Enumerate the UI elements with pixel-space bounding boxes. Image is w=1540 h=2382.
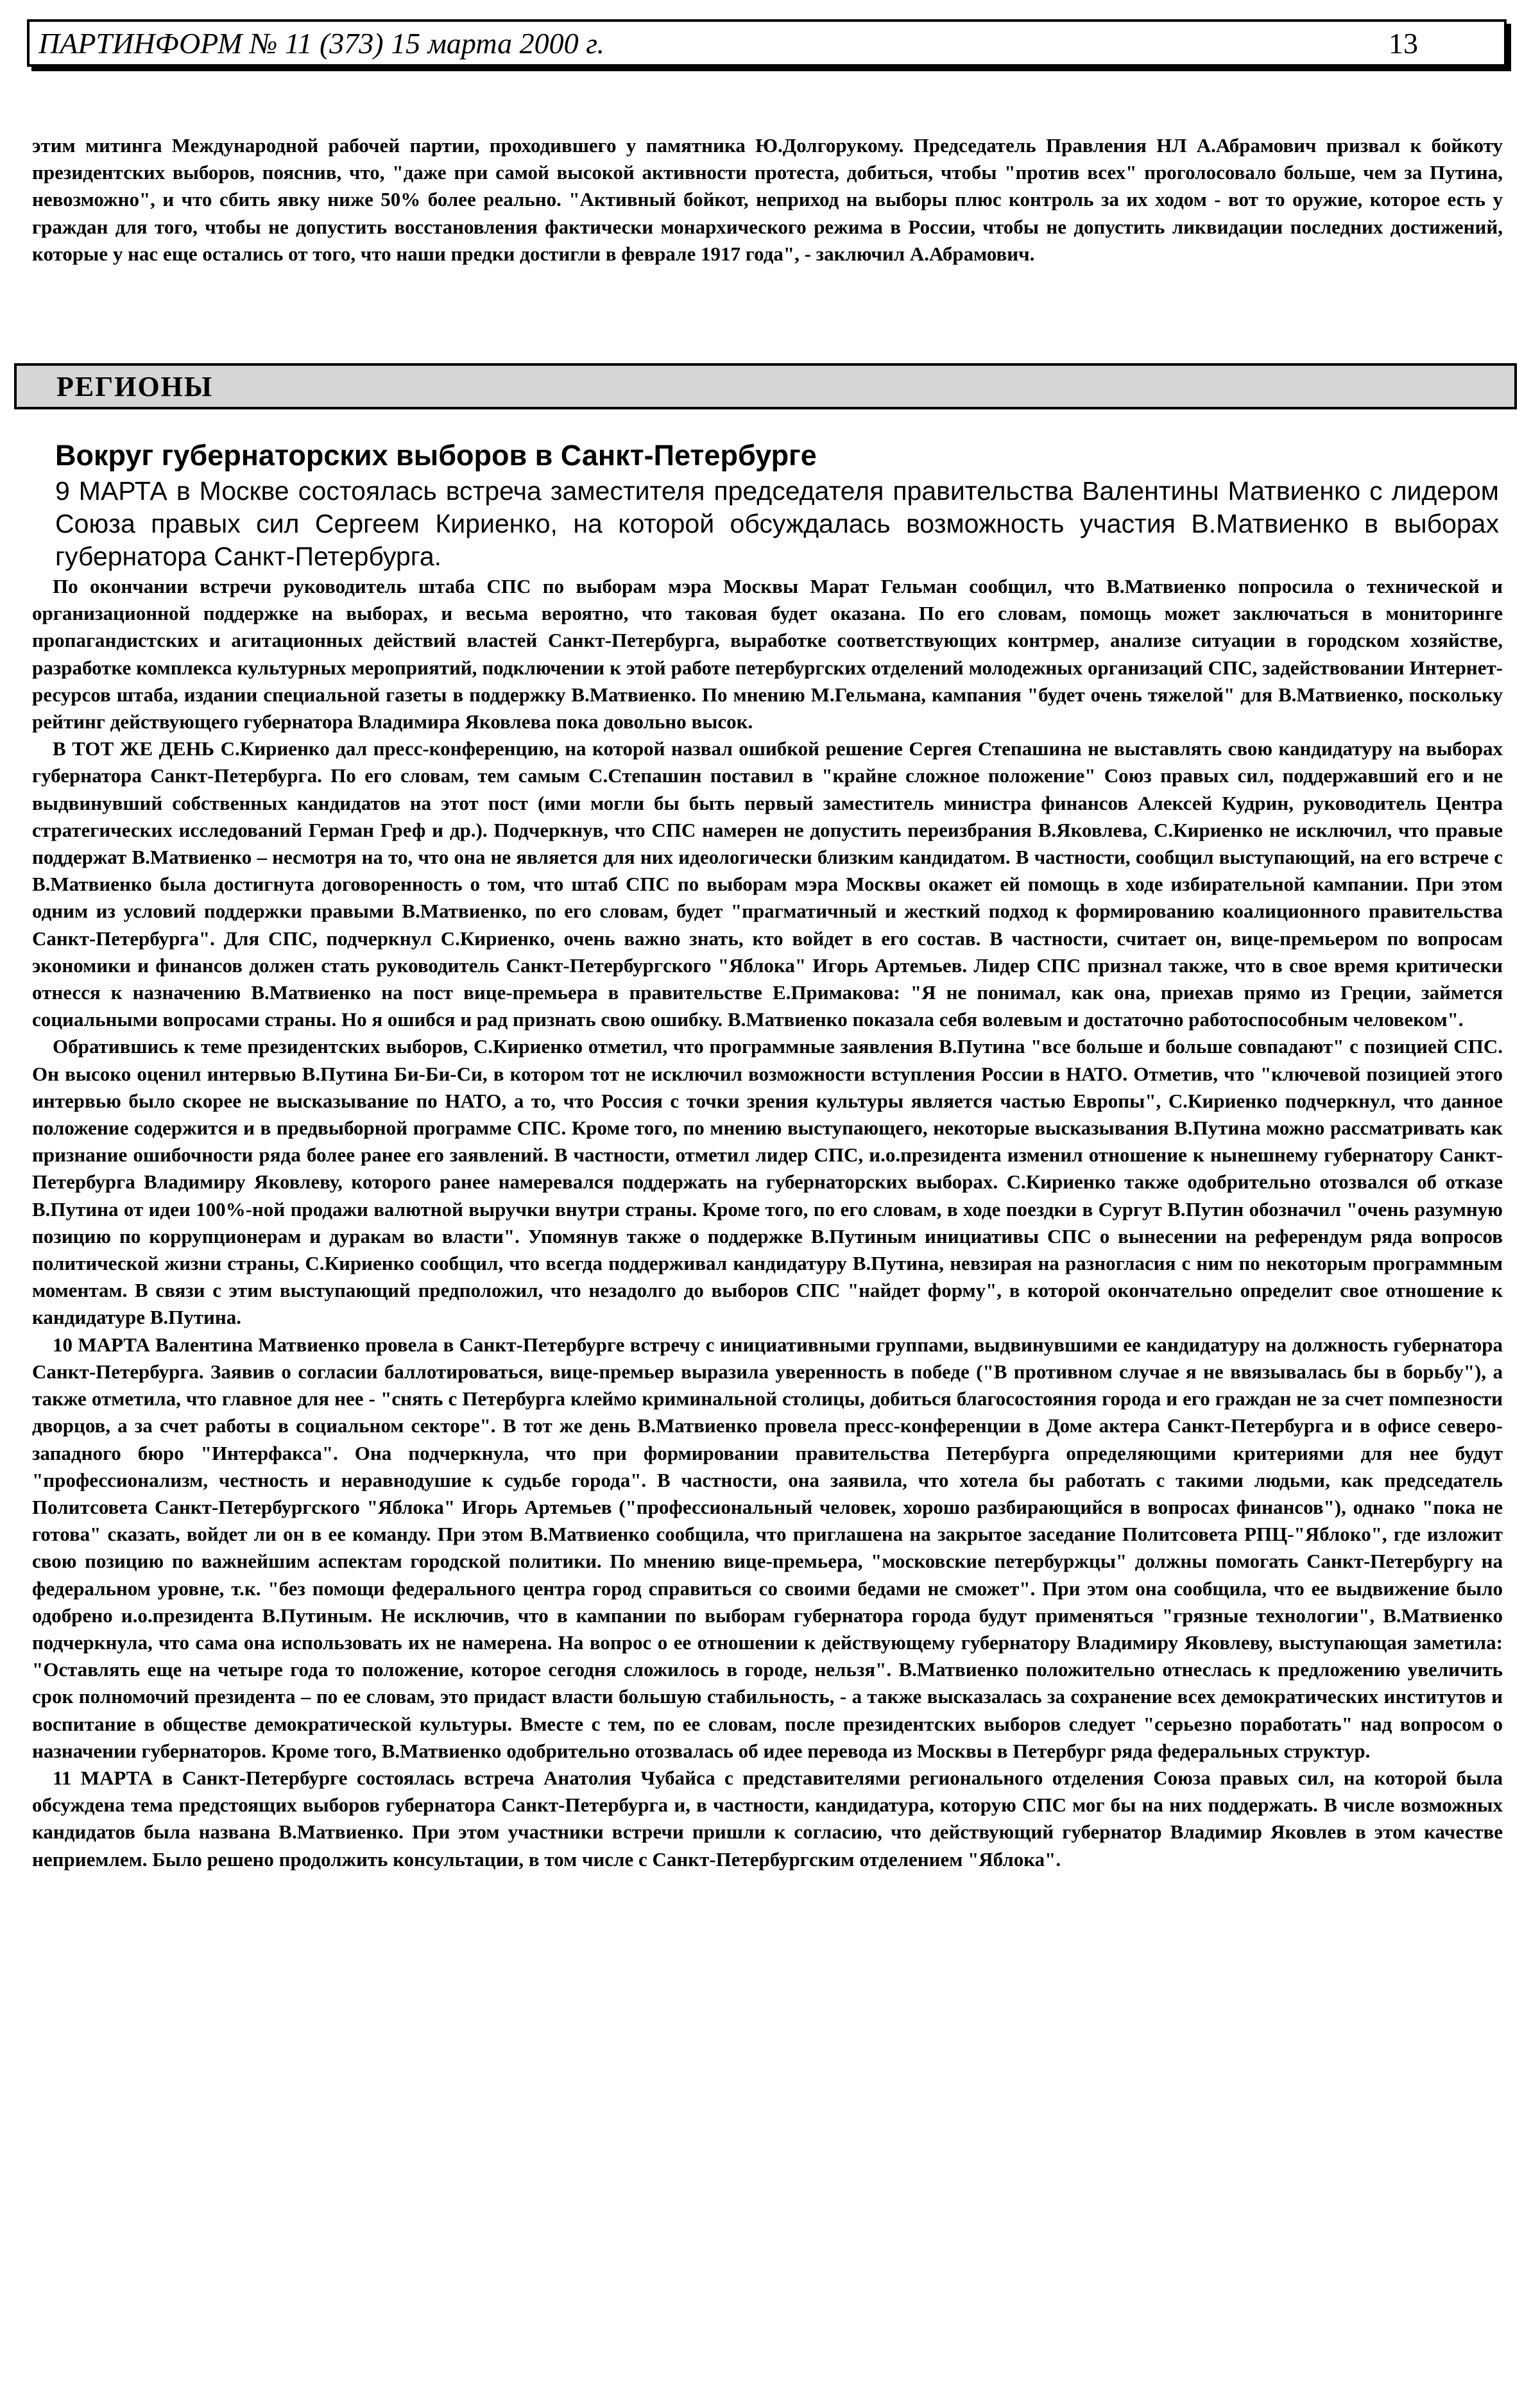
section-header	[14, 363, 1517, 409]
article-body	[32, 573, 1503, 1873]
publication-title: ПАРТИНФОРМ № 11 (373) 15 марта 2000 г.	[38, 26, 604, 60]
article-lead: 9 МАРТА в Москве состоялась встреча заместителя председателя правительства Валентины Матвиенко с лидером Союза правых сил Сергеем Кириенко, на которой обсуждалась возможность участия В.Матвиенко в выборах губернатора Санкт-Петербурга.	[55, 476, 1499, 571]
article-paragraph: 10 МАРТА Валентина Матвиенко провела в Санкт-Петербурге встречу с инициативными группами, выдвинувшими ее кандидатуру на должность губернатора Санкт-Петербурга. Заявив о согласии баллотироваться, вице-премьер выразила уверенность в победе ("В противном случае я не ввязывалась бы в борьбу"), а также отметила, что главное для нее - "снять с Петербурга клеймо криминальной столицы, добиться благосостояния города и его граждан не за счет помпезности дворцов, а за счет работы в социальном секторе". В тот же день В.Матвиенко провела пресс-конференции в Доме актера Санкт-Петербурга и в офисе северо-западного бюро "Интерфакса". Она подчеркнула, что при формировании правительства Петербурга определяющими критериями для нее будут "профессионализм, честность и неравнодушие к судьбе города". В частности, она заявила, что хотела бы работать с такими людьми, как председатель Политсовета Санкт-Петербургского "Яблока" Игорь Артемьев ("профессиональный человек, хорошо разбирающийся в вопросах финансов"), однако "пока не готова" сказать, войдет ли он в ее команду. При этом В.Матвиенко сообщила, что приглашена на закрытое заседание Политсовета РПЦ-"Яблоко", где изложит свою позицию по важнейшим аспектам городской политики. По мнению вице-премьера, "московские петербуржцы" должны помогать Санкт-Петербургу на федеральном уровне, т.к. "без помощи федерального центра город справиться со своими бедами не сможет". При этом она сообщила, что ее выдвижение было одобрено и.о.президента В.Путиным. Не исключив, что в кампании по выборам губернатора города будут применяться "грязные технологии", В.Матвиенко подчеркнула, что сама она использовать их не намерена. На вопрос о ее отношении к действующему губернатору Владимиру Яковлеву, выступающая заметила: "Оставлять еще на четыре года то положение, которое сегодня сложилось в городе, нельзя". В.Матвиенко положительно отнеслась к предложению увеличить срок полномочий президента – по ее словам, это придаст власти большую стабильность, - а также высказалась за сохранение всех демократических институтов и воспитание в обществе демократической культуры. Вместе с тем, по ее словам, после президентских выборов следует "серьезно поработать" над вопросом о назначении губернаторов. Кроме того, В.Матвиенко одобрительно отозвалась об идее перевода из Москвы в Петербург ряда федеральных структур.	[32, 1333, 1503, 1762]
article-paragraph: По окончании встречи руководитель штаба СПС по выборам мэра Москвы Марат Гельман сообщил, что В.Матвиенко попросила о технической и организационной поддержке на выборах, и весьма вероятно, что таковая будет оказана. По его словам, помощь может заключаться в мониторинге пропагандистских и агитационных действий властей Санкт-Петербурга, выработке соответствующих контрмер, анализе ситуации в городском хозяйстве, разработке комплекса культурных мероприятий, подключении к этой работе петербургских отделений молодежных организаций СПС, задействовании Интернет-ресурсов штаба, издании специальной газеты в поддержку В.Матвиенко. По мнению М.Гельмана, кампания "будет очень тяжелой" для В.Матвиенко, поскольку рейтинг действующего губернатора Владимира Яковлева пока довольно высок.	[32, 575, 1503, 733]
page-header	[27, 19, 1507, 67]
article-paragraph: В ТОТ ЖЕ ДЕНЬ С.Кириенко дал пресс-конференцию, на которой назвал ошибкой решение Сергея Степашина не выставлять свою кандидатуру на выборах губернатора Санкт-Петербурга. По его словам, тем самым С.Степашин поставил в "крайне сложное положение" Союз правых сил, поддержавший его и не выдвинувший собственных кандидатов на этот пост (ими могли бы быть первый заместитель министра финансов Алексей Кудрин, руководитель Центра стратегических исследований Герман Греф и др.). Подчеркнув, что СПС намерен не допустить переизбрания В.Яковлева, С.Кириенко не исключил, что правые поддержат В.Матвиенко – несмотря на то, что она не является для них идеологически близким кандидатом. В частности, сообщил выступающий, на его встрече с В.Матвиенко была достигнута договоренность о том, что штаб СПС по выборам мэра Москвы окажет ей помощь в ходе избирательной кампании. При этом одним из условий поддержки правыми В.Матвиенко, по его словам, будет "прагматичный и жесткий подход к формированию коалиционного правительства Санкт-Петербурга". Для СПС, подчеркнул С.Кириенко, очень важно знать, кто войдет в его состав. В частности, считает он, вице-премьером по вопросам экономики и финансов должен стать руководитель Санкт-Петербургского "Яблока" Игорь Артемьев. Лидер СПС признал также, что в свое время критически отнесся к назначению В.Матвиенко на пост вице-премьера в правительстве Е.Примакова: "Я не понимал, как она, приехав прямо из Греции, займется социальными вопросами страны. Но я ошибся и рад признать свою ошибку. В.Матвиенко показала себя волевым и достаточно работоспособным человеком".	[32, 737, 1503, 1031]
article-paragraph: 11 МАРТА в Санкт-Петербурге состоялась встреча Анатолия Чубайса с представителями регионального отделения Союза правых сил, на которой была обсуждена тема предстоящих выборов губернатора Санкт-Петербурга и, в частности, кандидатура, которую СПС мог бы на них поддержать. В числе возможных кандидатов была названа В.Матвиенко. При этом участники встречи пришли к согласию, что действующий губернатор Владимир Яковлев в этом качестве неприемлем. Было решено продолжить консультации, в том числе с Санкт-Петербургским отделением "Яблока".	[32, 1766, 1503, 1871]
page-number: 13	[1389, 26, 1418, 60]
article-title: Вокруг губернаторских выборов в Санкт-Петербурге	[55, 439, 817, 472]
intro-paragraph: этим митинга Международной рабочей партии, проходившего у памятника Ю.Долгорукому. Председатель Правления НЛ А.Абрамович призвал к бойкоту президентских выборов, пояснив, что, "даже при самой высокой активности протеста, добиться, чтобы "против всех" проголосовало больше, чем за Путина, невозможно", и что сбить явку ниже 50% более реально. "Активный бойкот, неприход на выборы плюс контроль за их ходом - вот то оружие, которое есть у граждан для того, чтобы не допустить восстановления фактически монархического режима в России, чтобы не допустить ликвидации последних достижений, которые у нас еще остались от того, что наши предки достигли в феврале 1917 года", - заключил А.Абрамович.	[32, 134, 1503, 265]
article-paragraph: Обратившись к теме президентских выборов, С.Кириенко отметил, что программные заявления В.Путина "все больше и больше совпадают" с позицией СПС. Он высоко оценил интервью В.Путина Би-Би-Си, в котором тот не исключил возможности вступления России в НАТО. Отметив, что "ключевой позицией этого интервью было скорее не высказывание по НАТО, а то, что Россия с точки зрения культуры является частью Европы", С.Кириенко подчеркнул, что данное положение содержится и в предвыборной программе СПС. Кроме того, по мнению выступающего, некоторые высказывания В.Путина можно рассматривать как признание ошибочности ряда более ранее его заявлений. В частности, отметил лидер СПС, и.о.президента изменил отношение к нынешнему губернатору Санкт-Петербурга Владимиру Яковлеву, которого ранее намеревался поддержать на губернаторских выборах. С.Кириенко также одобрительно отозвался об отказе В.Путина от идеи 100%-ной продажи валютной выручки внутри страны. Кроме того, по его словам, в ходе поездки в Сургут В.Путин обозначил "очень разумную позицию по коррупционерам и дуракам во власти". Упомянув также о поддержке В.Путиным инициативы СПС о вынесении на референдум ряда вопросов политической жизни страны, С.Кириенко сообщил, что всегда поддерживал кандидатуру В.Путина, невзирая на разногласия с ним по некоторым программным моментам. В связи с этим выступающий предположил, что незадолго до выборов СПС "найдет форму", в которой окончательно определит свое отношение к кандидатуре В.Путина.	[32, 1035, 1503, 1329]
intro-text	[32, 132, 1503, 268]
section-title: РЕГИОНЫ	[56, 370, 214, 402]
